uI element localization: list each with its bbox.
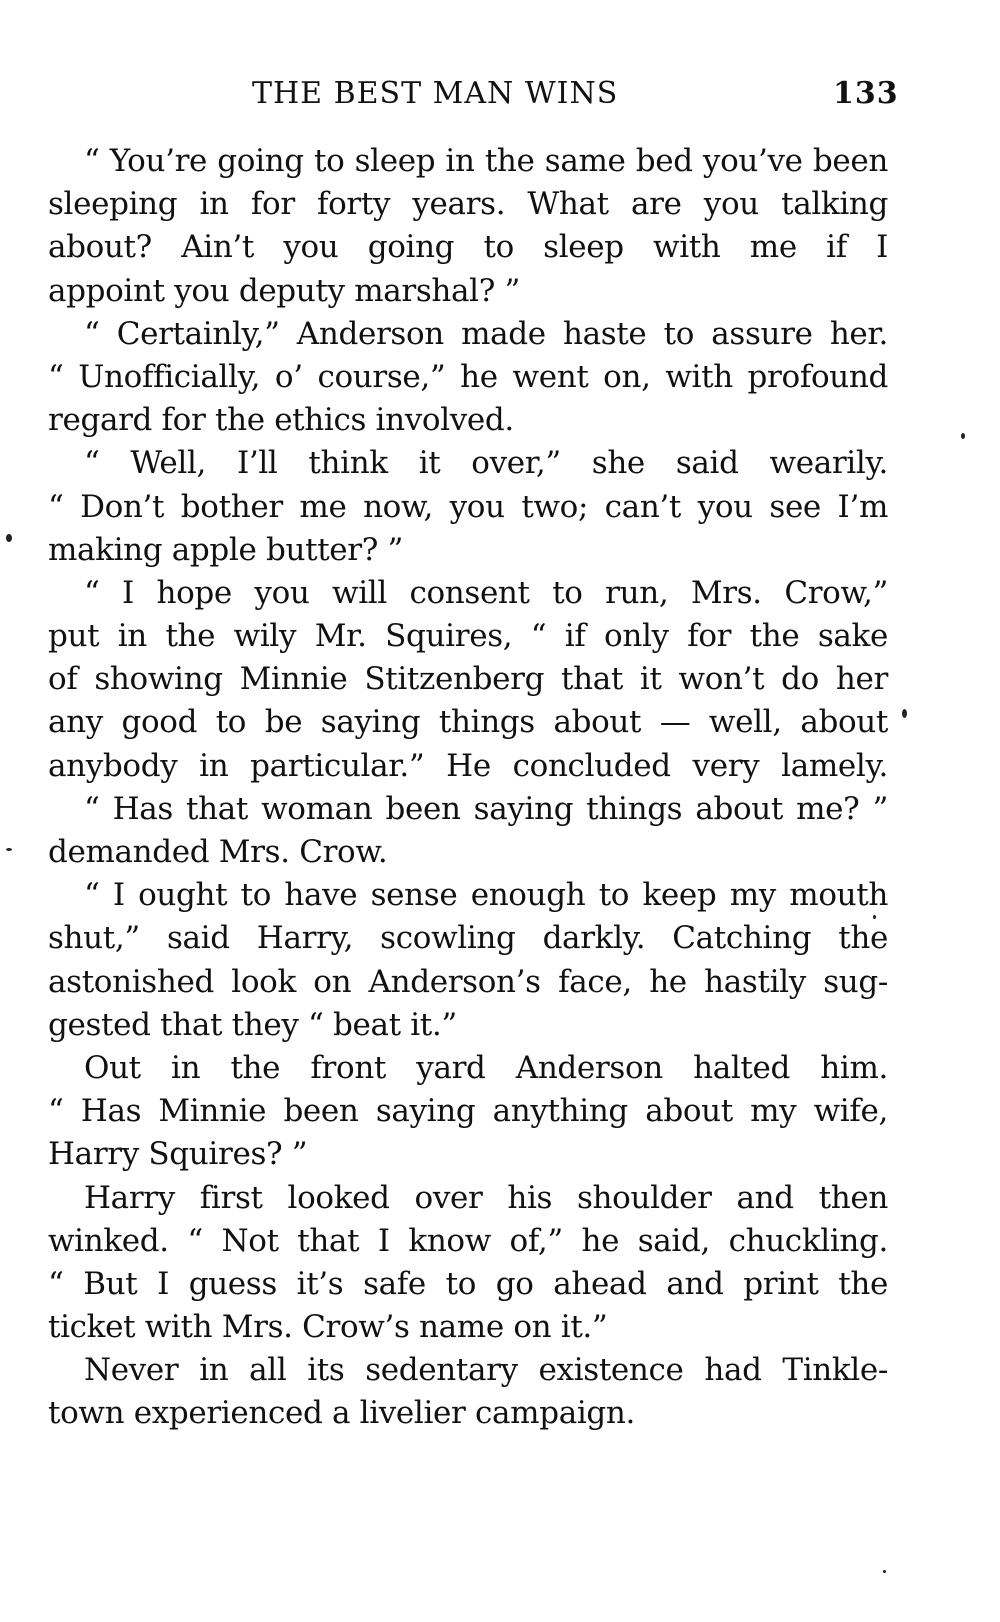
text-line: “ Certainly,” Anderson made haste to assure her. <box>84 315 888 352</box>
text-line: put in the wily Mr. Squires, “ if only for the sake <box>48 618 888 655</box>
text-line: “ I ought to have sense enough to keep my mouth <box>84 877 888 914</box>
text-line: about? Ain’t you going to sleep with me if I <box>48 229 888 266</box>
text-line: “ Don’t bother me now, you two; can’t you see I’m <box>48 488 888 525</box>
text-line: Out in the front yard Anderson halted him. <box>84 1049 888 1086</box>
ink-speck <box>6 848 12 851</box>
text-line: Never in all its sedentary existence had Tinkle- <box>84 1352 888 1389</box>
ink-speck <box>873 915 876 919</box>
text-line: sleeping in for forty years. What are you talking <box>48 186 888 223</box>
running-head <box>0 68 1000 120</box>
text-line: “ Has that woman been saying things about me? ” <box>84 790 888 827</box>
ink-speck <box>902 709 907 718</box>
ink-speck <box>883 1570 886 1573</box>
ink-speck <box>6 534 12 542</box>
text-line: gested that they “ beat it.” <box>48 1006 457 1043</box>
page-number: 133 <box>833 76 899 111</box>
text-line: astonished look on Anderson’s face, he hastily sug- <box>48 963 888 1000</box>
text-line: winked. “ Not that I know of,” he said, chuckling. <box>48 1222 888 1259</box>
text-line: regard for the ethics involved. <box>48 402 514 439</box>
text-line: shut,” said Harry, scowling darkly. Catching the <box>48 920 888 957</box>
body-text <box>48 140 888 1436</box>
text-line: “ Unofficially, o’ course,” he went on, with profound <box>48 358 888 395</box>
text-line: town experienced a livelier campaign. <box>48 1395 636 1432</box>
text-line: anybody in particular.” He concluded very lamely. <box>48 747 888 784</box>
text-line: “ Has Minnie been saying anything about my wife, <box>48 1093 888 1130</box>
text-line: demanded Mrs. Crow. <box>48 834 388 870</box>
text-line: “ But I guess it’s safe to go ahead and print the <box>48 1265 888 1302</box>
ink-speck <box>961 433 965 439</box>
text-line: making apple butter? ” <box>48 531 404 568</box>
text-line: “ You’re going to sleep in the same bed you’ve been <box>84 143 888 179</box>
text-line: of showing Minnie Stitzenberg that it won’t do her <box>48 661 888 698</box>
text-line: Harry first looked over his shoulder and then <box>84 1179 888 1216</box>
text-line: any good to be saying things about — well, about <box>48 704 888 741</box>
text-line: ticket with Mrs. Crow’s name on it.” <box>48 1309 608 1346</box>
text-line: “ I hope you will consent to run, Mrs. Crow,” <box>84 574 888 611</box>
text-line: “ Well, I’ll think it over,” she said wearily. <box>84 445 888 482</box>
running-title: THE BEST MAN WINS <box>252 76 619 111</box>
text-line: appoint you deputy marshal? ” <box>48 272 520 309</box>
text-line: Harry Squires? ” <box>48 1136 308 1173</box>
